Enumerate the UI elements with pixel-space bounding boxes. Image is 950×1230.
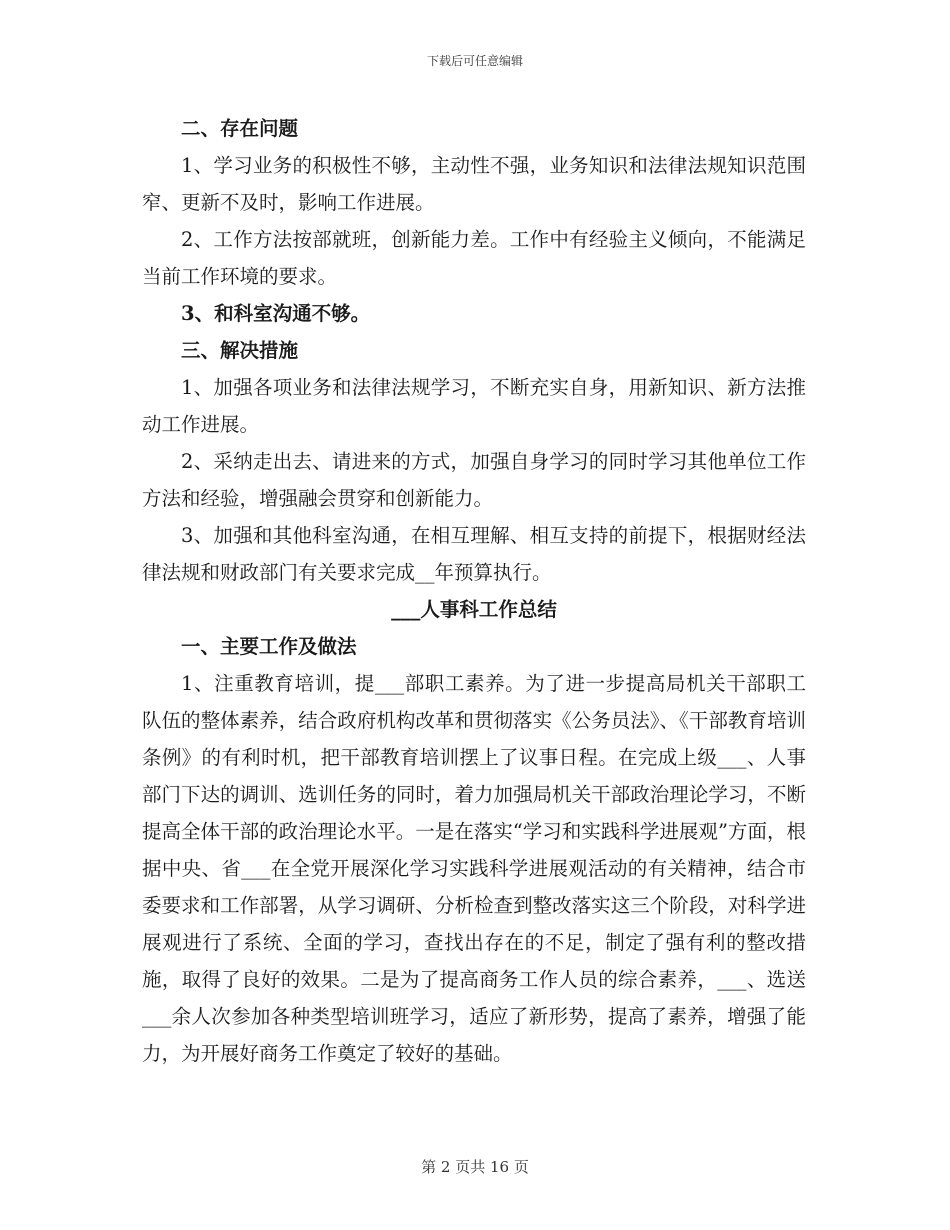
paragraph: 1、学习业务的积极性不够，主动性不强，业务知识和法律法规知识范围窄、更新不及时，影响工作进展。 (142, 154, 806, 214)
page-footer: 第 2 页共 16 页 (421, 1158, 529, 1176)
paragraph: 2、工作方法按部就班，创新能力差。工作中有经验主义倾向，不能满足当前工作环境的要求。 (142, 228, 806, 288)
paragraph: 1、注重教育培训，提___部职工素养。为了进一步提高局机关干部职工队伍的整体素养，结合政府机构改革和贯彻落实《公务员法》、《干部教育培训条例》的有利时机，把干部教育培训摆上了议事日程。在完成上级___、人事部门下达的调训、选训任务的同时，着力加强局机关干部政治理论学习，不断提高全体干部的政治理论水平。一是在落实“学习和实践科学进展观”方面，根据中央、省___在全党开展深化学习实践科学进展观活动的有关精神，结合市委要求和工作部署，从学习调研、分析检查到整改落实这三个阶段，对科学进展观进行了系统、全面的学习，查找出存在的不足，制定了强有利的整改措施，取得了良好的效果。二是为了提高商务工作人员的综合素养，___、选送___余人次参加各种类型培训班学习，适应了新形势，提高了素养，增强了能力，为开展好商务工作奠定了较好的基础。 (142, 672, 806, 1065)
section-heading-problems: 二、存在问题 (181, 117, 299, 140)
section-heading-measures: 三、解决措施 (181, 339, 299, 362)
page-header: 下载后可任意编辑 (426, 54, 523, 68)
paragraph: 2、采纳走出去、请进来的方式，加强自身学习的同时学习其他单位工作方法和经验，增强融会贯穿和创新能力。 (142, 450, 806, 510)
paragraph: 1、加强各项业务和法律法规学习，不断充实自身，用新知识、新方法推动工作进展。 (142, 376, 806, 436)
document-body (142, 110, 806, 1072)
paragraph: 3、加强和其他科室沟通，在相互理解、相互支持的前提下，根据财经法律法规和财政部门有关要求完成__年预算执行。 (142, 524, 806, 584)
paragraph-bold: 3、和科室沟通不够。 (181, 302, 371, 325)
section-heading-main-work: 一、主要工作及做法 (181, 635, 357, 658)
document-title: ___人事科工作总结 (391, 598, 557, 621)
